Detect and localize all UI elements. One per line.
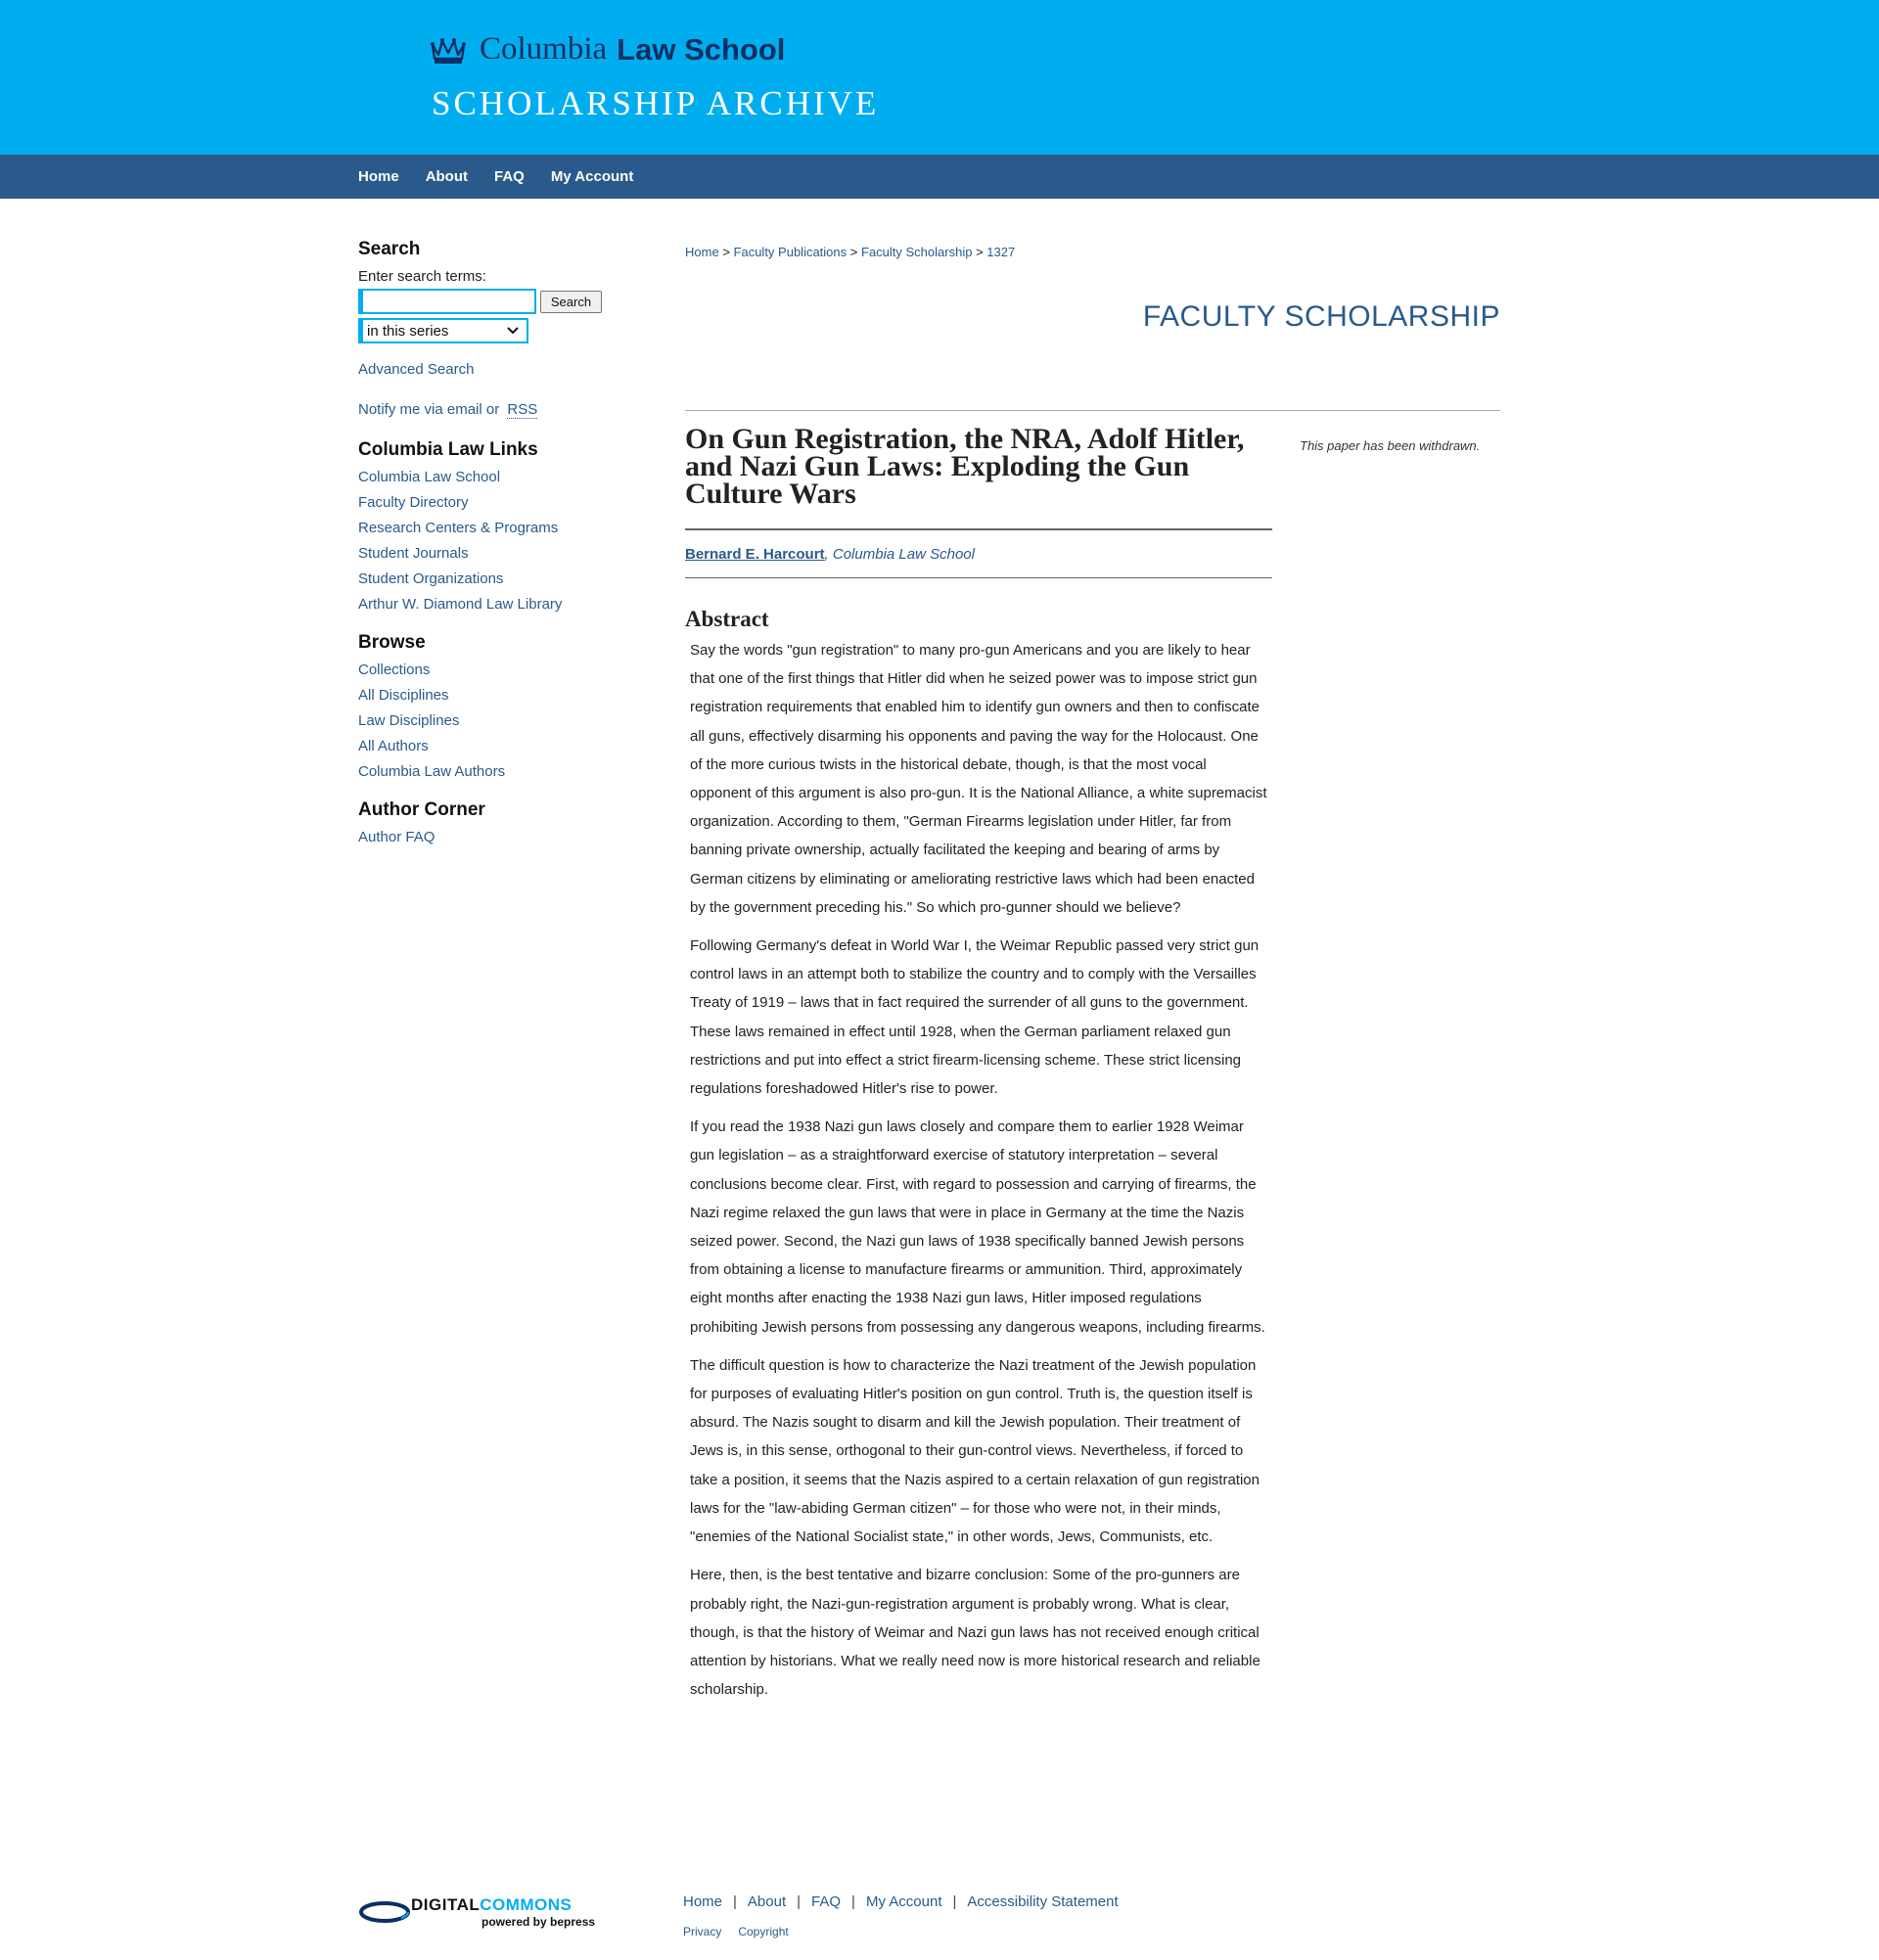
paper-title: On Gun Registration, the NRA, Adolf Hitler, and Nazi Gun Laws: Exploding the Gun Culture Wars: [685, 423, 1245, 510]
author-corner-heading: Author Corner: [358, 799, 485, 820]
browse-list: [358, 661, 642, 780]
author-row: [685, 546, 975, 563]
nav-faq[interactable]: FAQ: [494, 168, 525, 185]
sidebar: [358, 239, 642, 854]
author-name-link[interactable]: Bernard E. Harcourt: [685, 546, 825, 563]
footer-privacy[interactable]: Privacy: [683, 1925, 722, 1938]
footer-separator: |: [733, 1893, 737, 1910]
breadcrumb: [685, 245, 1015, 259]
breadcrumb-separator: >: [976, 245, 987, 259]
footer-about[interactable]: About: [747, 1893, 787, 1910]
abstract-paragraph: The difficult question is how to characterize the Nazi treatment of the Jewish population for purposes of evaluating Hitler's position on gun control. Truth is, the question itself is absurd. The Nazis sought to disarm and kill the Jewish population. Their treatment of Jews is, in this sense, orthogonal to their gun-control views. Nevertheless, if forced to take a position, it seems that the Nazis aspired to a certain relaxation of gun registration laws for the "law-abiding German citizen" – for those who were not, in their minds, "enemies of the National Socialist state," in other words, Jews, Communists, etc.: [690, 1356, 1260, 1546]
advanced-search-link[interactable]: Advanced Search: [358, 361, 475, 378]
abstract-paragraph: Here, then, is the best tentative and bizarre conclusion: Some of the pro-gunners are probably right, the Nazi-gun-registration argument is probably wrong. What is clear, though, is that the history of Weimar and Nazi gun laws has not received enough critical attention by historians. What we really need now is more historical research and reliable scholarship.: [690, 1567, 1260, 1699]
abstract-paragraph: Say the words "gun registration" to many pro-gun Americans and you are likely to hear that one of the first things that Hitler did when he seized power was to impose strict gun registration requirements that enabled him to identify gun owners and then to confiscate all guns, effectively disarming his opponents and paving the way for the Holocaust. One of the more curious twists in the historical debate, though, is that the most vocal opponent of this argument is also pro-gun. It is the National Alliance, a white supremacist organization. According to them, "German Firearms legislation under Hitler, far from banning private ownership, actually facilitated the keeping and bearing of arms by German citizens by eliminating or ameliorating restrictive laws which had been enacted by the government preceding his." So which pro-gunner should we believe?: [690, 642, 1267, 916]
columbia-law-logo[interactable]: [429, 31, 785, 68]
notify-line: [358, 401, 642, 418]
browse-heading: Browse: [358, 632, 426, 653]
divider: [685, 528, 1272, 530]
footer-separator: |: [952, 1893, 957, 1910]
author-corner-list: [358, 829, 642, 845]
footer-faq[interactable]: FAQ: [811, 1893, 842, 1910]
site-header: [0, 0, 1879, 155]
crown-icon: [429, 33, 468, 67]
breadcrumb-separator: >: [722, 245, 734, 259]
link-diamond-law-library[interactable]: Arthur W. Diamond Law Library: [358, 596, 563, 613]
browse-columbia-law-authors[interactable]: Columbia Law Authors: [358, 763, 506, 780]
footer-separator: |: [851, 1893, 855, 1910]
links-heading: Columbia Law Links: [358, 439, 538, 460]
abstract-paragraph: If you read the 1938 Nazi gun laws closely and compare them to earlier 1928 Weimar gun legislation – as a straightforward exercise of statutory interpretation – several conclusions become clear. First, with regard to possession and carrying of firearms, the Nazi regime relaxed the gun laws that were in place in Germany at the time the Nazis seized power. Second, the Nazi gun laws of 1938 specifically banned Jewish persons from obtaining a license to manufacture firearms or ammunition. Third, approximately eight months after enacting the 1938 Nazi gun laws, Hitler imposed regulations prohibiting Jewish persons from possessing any dangerous weapons, including firearms.: [690, 1118, 1265, 1336]
logo-columbia-text: Columbia: [480, 31, 608, 67]
browse-law-disciplines[interactable]: Law Disciplines: [358, 712, 460, 729]
nav-home[interactable]: Home: [358, 168, 399, 185]
chevron-down-icon: [507, 327, 519, 335]
withdrawn-note: This paper has been withdrawn.: [1300, 438, 1481, 453]
abstract-paragraph: Following Germany's defeat in World War I, the Weimar Republic passed very strict gun control laws in an attempt both to stabilize the country and to comply with the Versailles Treaty of 1919 – laws that in fact required the surrender of all guns to the government. These laws remained in effect until 1928, when the German parliament relaxed gun restrictions and put into effect a strict firearm-licensing scheme. These strict licensing regulations foreshadowed Hitler's rise to power.: [690, 937, 1260, 1098]
archive-title[interactable]: SCHOLARSHIP ARCHIVE: [432, 84, 880, 122]
breadcrumb-separator: >: [849, 245, 861, 259]
link-columbia-law-school[interactable]: Columbia Law School: [358, 469, 501, 485]
columbia-links-list: [358, 469, 642, 613]
footer-my-account[interactable]: My Account: [865, 1893, 942, 1910]
main-nav: [0, 155, 1879, 199]
nav-my-account[interactable]: My Account: [550, 168, 634, 185]
author-affiliation: , Columbia Law School: [824, 546, 975, 563]
browse-collections[interactable]: Collections: [358, 661, 431, 678]
footer-sub-links: [683, 1925, 805, 1938]
link-student-organizations[interactable]: Student Organizations: [358, 570, 504, 587]
divider: [685, 410, 1500, 411]
search-heading: Search: [358, 239, 421, 259]
rss-link[interactable]: RSS: [507, 401, 538, 418]
abstract-heading: Abstract: [685, 607, 769, 631]
nav-about[interactable]: About: [425, 168, 469, 185]
search-input[interactable]: [358, 289, 536, 314]
dc-commons: COMMONS: [480, 1895, 573, 1914]
dc-powered-by: powered by bepress: [481, 1915, 596, 1929]
search-scope-select[interactable]: [358, 318, 528, 343]
footer-links: [683, 1893, 1119, 1910]
series-title[interactable]: FACULTY SCHOLARSHIP: [1142, 300, 1500, 333]
link-student-journals[interactable]: Student Journals: [358, 545, 469, 562]
search-scope-value: in this series: [367, 322, 449, 340]
abstract-body: [690, 636, 1271, 1713]
link-research-centers[interactable]: Research Centers & Programs: [358, 520, 559, 536]
breadcrumb-faculty-scholarship[interactable]: Faculty Scholarship: [861, 245, 973, 259]
dc-digital: DIGITAL: [411, 1895, 481, 1914]
digital-commons-wordmark: [411, 1895, 572, 1915]
author-faq-link[interactable]: Author FAQ: [358, 829, 435, 845]
link-faculty-directory[interactable]: Faculty Directory: [358, 494, 469, 511]
breadcrumb-current[interactable]: 1327: [986, 245, 1016, 259]
browse-all-authors[interactable]: All Authors: [358, 738, 429, 754]
notify-email-link[interactable]: Notify me via email or: [358, 401, 500, 418]
footer-home[interactable]: Home: [683, 1893, 723, 1910]
footer-separator: |: [797, 1893, 802, 1910]
footer-copyright[interactable]: Copyright: [738, 1925, 789, 1938]
breadcrumb-home[interactable]: Home: [685, 245, 719, 259]
breadcrumb-faculty-publications[interactable]: Faculty Publications: [733, 245, 848, 259]
search-button[interactable]: Search: [540, 291, 602, 313]
divider: [685, 577, 1272, 578]
search-label: Enter search terms:: [358, 268, 486, 285]
footer-accessibility[interactable]: Accessibility Statement: [967, 1893, 1119, 1910]
logo-law-school-text: Law School: [617, 31, 786, 67]
browse-all-disciplines[interactable]: All Disciplines: [358, 687, 449, 704]
